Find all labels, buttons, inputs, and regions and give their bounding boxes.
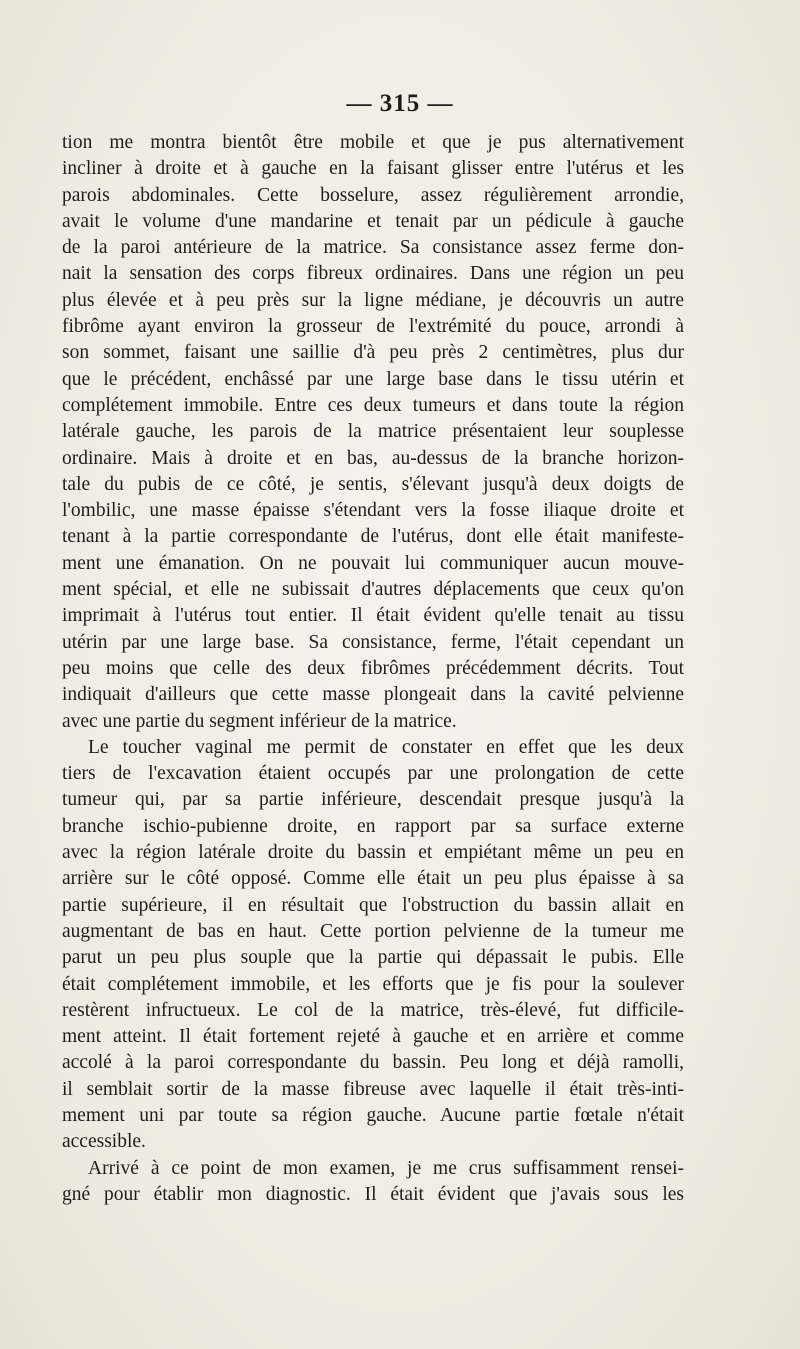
text-line: l'ombilic, une masse épaisse s'étendant vers la fosse iliaque droite et [62, 500, 684, 522]
text-line: était complétement immobile, et les efforts que je fis pour la soulever [62, 973, 684, 995]
text-line: peu moins que celle des deux fibrômes précédemment décrits. Tout [62, 657, 684, 679]
text-line: ment atteint. Il était fortement rejeté à gauche et en arrière et comme [62, 1026, 684, 1048]
text-line: gné pour établir mon diagnostic. Il était évident que j'avais sous les [62, 1183, 684, 1205]
text-line: tumeur qui, par sa partie inférieure, descendait presque jusqu'à la [62, 789, 684, 811]
text-line: restèrent infructueux. Le col de la matrice, très-élevé, fut difficile- [62, 999, 684, 1021]
text-line: que le précédent, enchâssé par une large base dans le tissu utérin et [62, 368, 684, 390]
text-line: plus élevée et à peu près sur la ligne médiane, je découvris un autre [62, 289, 684, 311]
text-line: Arrivé à ce point de mon examen, je me crus suffisamment rensei- [88, 1157, 684, 1179]
text-line: avec une partie du segment inférieur de la matrice. [62, 710, 457, 732]
text-line: avait le volume d'une mandarine et tenait par un pédicule à gauche [62, 210, 684, 232]
text-line: parut un peu plus souple que la partie qui dépassait le pubis. Elle [62, 947, 684, 969]
text-line: tiers de l'excavation étaient occupés par une prolongation de cette [62, 763, 684, 785]
text-line: accessible. [62, 1131, 146, 1153]
text-line: branche ischio-pubienne droite, en rapport par sa surface externe [62, 815, 684, 837]
text-line: accolé à la paroi correspondante du bassin. Peu long et déjà ramolli, [62, 1052, 684, 1074]
text-line: partie supérieure, il en résultait que l'obstruction du bassin allait en [62, 894, 684, 916]
text-line: mement uni par toute sa région gauche. Aucune partie fœtale n'était [62, 1104, 684, 1126]
text-line: arrière sur le côté opposé. Comme elle était un peu plus épaisse à sa [62, 868, 684, 890]
text-line: de la paroi antérieure de la matrice. Sa consistance assez ferme don- [62, 237, 684, 259]
text-line: ment spécial, et elle ne subissait d'autres déplacements que ceux qu'on [62, 579, 684, 601]
text-line: tion me montra bientôt être mobile et que je pus alternativement [62, 132, 684, 153]
text-line: parois abdominales. Cette bosselure, assez régulièrement arrondie, [62, 184, 684, 206]
paragraph-3 [62, 1156, 684, 1209]
text-line: indiquait d'ailleurs que cette masse plongeait dans la cavité pelvienne [62, 684, 684, 706]
text-line: avec la région latérale droite du bassin et empiétant même un peu en [62, 842, 684, 864]
text-line: tenant à la partie correspondante de l'utérus, dont elle était manifeste- [62, 526, 684, 548]
paragraph-2 [62, 735, 684, 1156]
text-line: nait la sensation des corps fibreux ordinaires. Dans une région un peu [62, 263, 684, 285]
text-line: imprimait à l'utérus tout entier. Il était évident qu'elle tenait au tissu [62, 605, 684, 627]
text-line: latérale gauche, les parois de la matrice présentaient leur souplesse [62, 421, 684, 443]
paragraph-1 [62, 130, 684, 735]
text-line: utérin par une large base. Sa consistance, ferme, l'était cependant un [62, 631, 684, 653]
text-line: Le toucher vaginal me permit de constater en effet que les deux [88, 736, 684, 758]
text-line: complétement immobile. Entre ces deux tumeurs et dans toute la région [62, 394, 684, 416]
text-line: tale du pubis de ce côté, je sentis, s'élevant jusqu'à deux doigts de [62, 473, 684, 495]
text-line: il semblait sortir de la masse fibreuse avec laquelle il était très-inti- [62, 1078, 684, 1100]
text-line: incliner à droite et à gauche en la faisant glisser entre l'utérus et les [62, 158, 684, 180]
text-line: fibrôme ayant environ la grosseur de l'extrémité du pouce, arrondi à [62, 316, 684, 338]
text-line: augmentant de bas en haut. Cette portion pelvienne de la tumeur me [62, 920, 684, 942]
text-line: ment une émanation. On ne pouvait lui communiquer aucun mouve- [62, 552, 684, 574]
page-number: — 315 — [346, 90, 454, 117]
text-line: ordinaire. Mais à droite et en bas, au-dessus de la branche horizon- [62, 447, 684, 469]
body-text [62, 130, 684, 1208]
text-line: son sommet, faisant une saillie d'à peu près 2 centimètres, plus dur [62, 342, 684, 364]
